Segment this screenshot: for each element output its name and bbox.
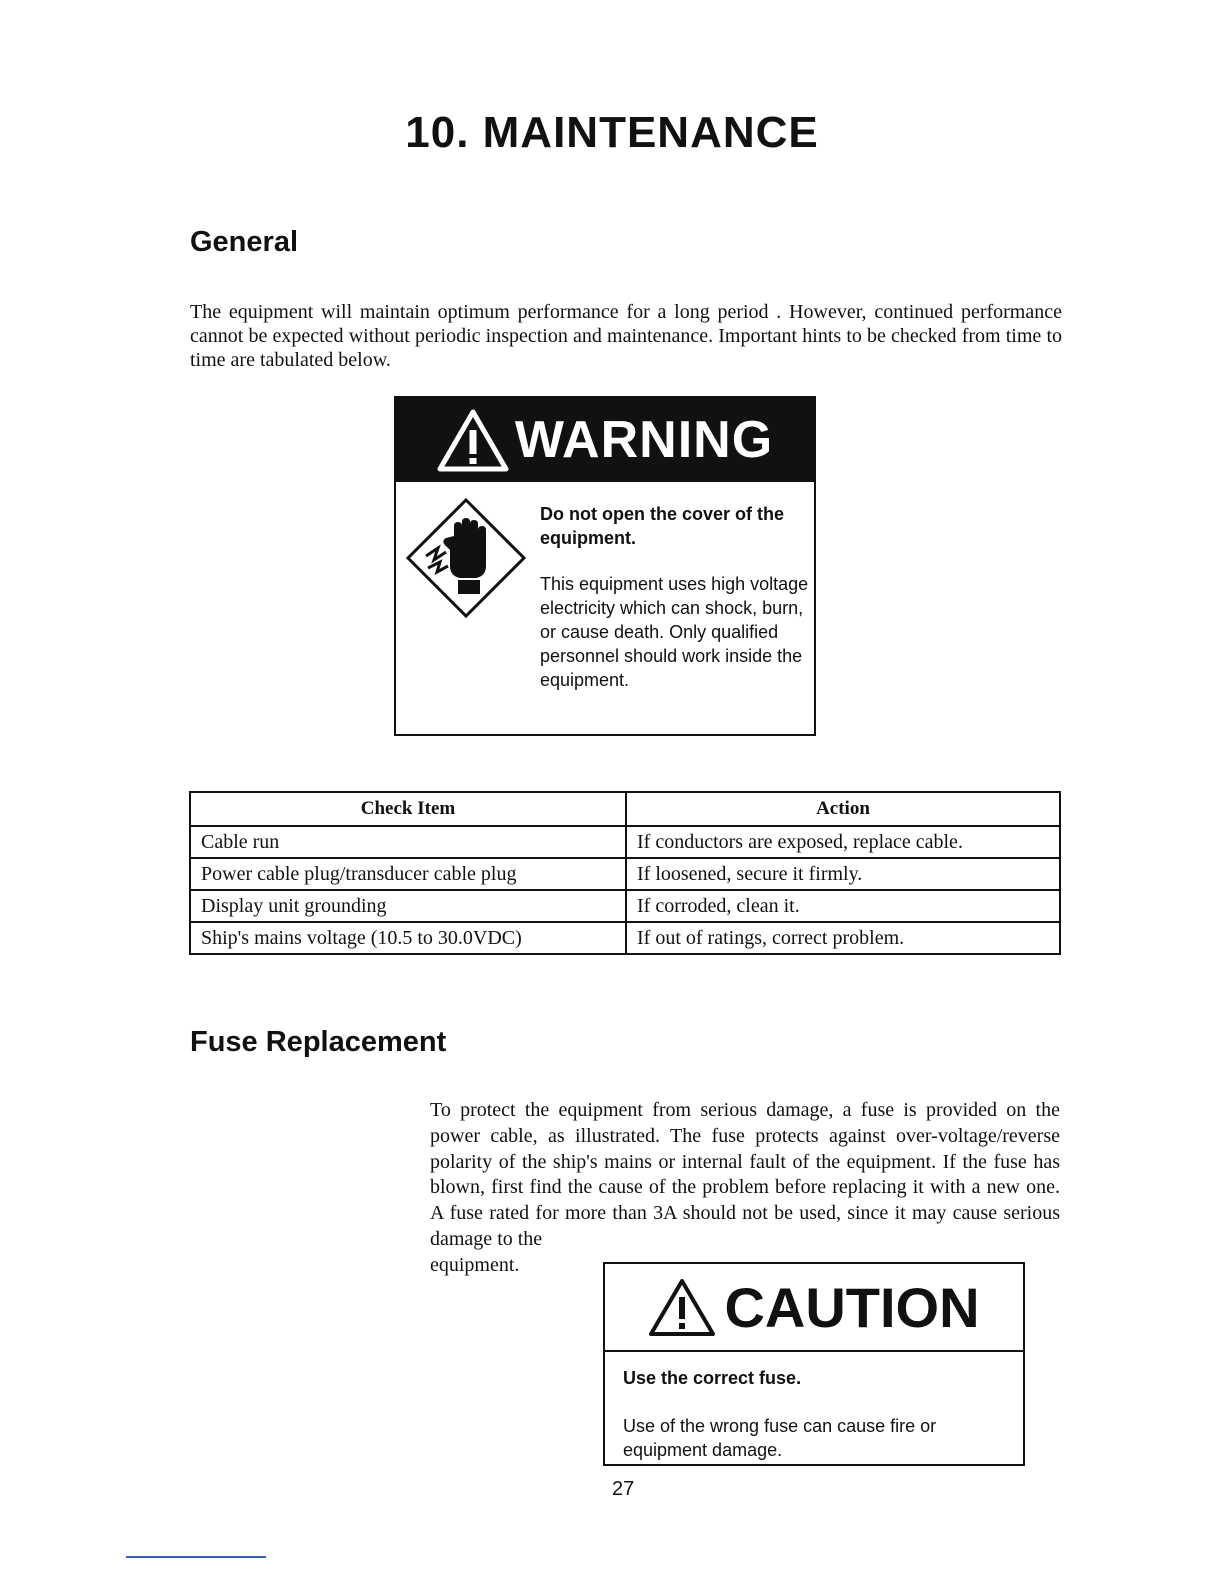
warning-box	[394, 396, 816, 736]
action-cell: If conductors are exposed, replace cable.	[626, 826, 1060, 858]
caution-body-text: Use of the wrong fuse can cause fire or equipment damage.	[623, 1416, 937, 1460]
caution-triangle-icon	[648, 1277, 716, 1337]
check-table	[189, 791, 1061, 955]
table-header-row	[190, 792, 1060, 826]
warning-label: WARNING	[514, 411, 774, 469]
warning-bold-text: Do not open the cover of the equipment.	[540, 504, 785, 548]
table-row	[190, 858, 1060, 890]
action-cell: If corroded, clean it.	[626, 890, 1060, 922]
page-number: 27	[612, 1478, 635, 1500]
fuse-paragraph: To protect the equipment from serious damage, a fuse is provided on the power cable, as illustrated. The fuse protects against over-voltage/reverse polarity of the ship's mains or internal fault of the equipment. If the fuse has blown, first find the cause of the problem before replacing it with a new one. A fuse rated for more than 3A should not be used, since it may cause serious damage to the	[430, 1099, 1060, 1250]
column-header: Action	[626, 792, 1060, 826]
action-cell: If out of ratings, correct problem.	[626, 922, 1060, 954]
warning-header	[396, 398, 814, 482]
general-heading: General	[190, 226, 298, 258]
table-row	[190, 922, 1060, 954]
fuse-replacement-heading: Fuse Replacement	[190, 1026, 447, 1058]
caution-bold-text: Use the correct fuse.	[623, 1368, 802, 1388]
warning-triangle-icon	[437, 408, 509, 472]
table-row	[190, 826, 1060, 858]
caution-header	[605, 1264, 1023, 1352]
check-item-cell: Ship's mains voltage (10.5 to 30.0VDC)	[190, 922, 626, 954]
action-cell: If loosened, secure it firmly.	[626, 858, 1060, 890]
caution-label: CAUTION	[724, 1275, 980, 1339]
page-title: 10. MAINTENANCE	[405, 108, 819, 157]
check-item-cell: Display unit grounding	[190, 890, 626, 922]
fuse-paragraph-end: equipment.	[430, 1254, 520, 1276]
check-item-cell: Cable run	[190, 826, 626, 858]
check-item-cell: Power cable plug/transducer cable plug	[190, 858, 626, 890]
column-header: Check Item	[190, 792, 626, 826]
caution-box	[603, 1262, 1025, 1466]
bottom-rule	[126, 1556, 266, 1558]
table-row	[190, 890, 1060, 922]
warning-body-text: This equipment uses high voltage electricity which can shock, burn, or cause death. Only qualified personnel should work inside the equipment.	[540, 574, 809, 690]
electric-shock-hand-icon	[404, 496, 528, 620]
general-paragraph: The equipment will maintain optimum performance for a long period . However, continued performance cannot be expected without periodic inspection and maintenance. Important hints to be checked from time to time are tabulated below.	[190, 301, 1062, 371]
